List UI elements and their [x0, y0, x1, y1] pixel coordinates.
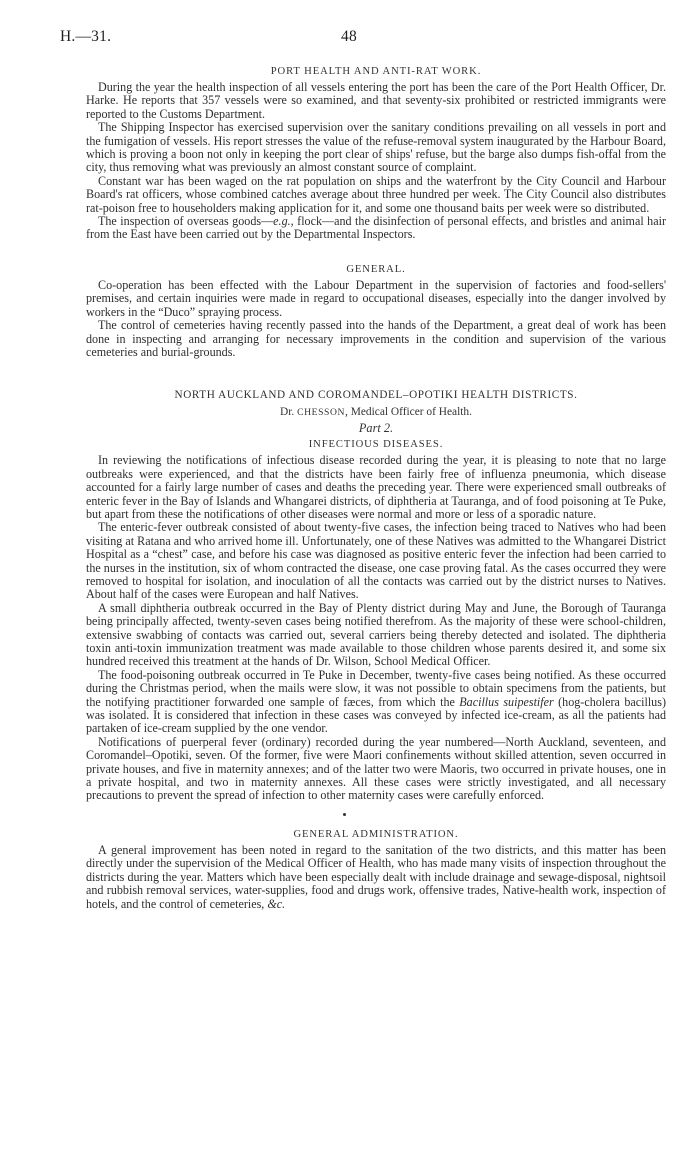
- infectious-p4-text-a: The food-poisoning outbreak occurred in Te Puke in December, twenty-five cases being notified. As these occurred during the Christmas period, when the mails were slow, it was not possible to obtain specimens from the patients, but the notifying practitioner forwarded one sample of fæces, from which the: [86, 667, 666, 709]
- officer-line: [86, 406, 666, 418]
- port-paragraph-3: Constant war has been waged on the rat population on ships and the waterfront by the City Council and Harbour Board's rat officers, whose combined catches average about three hundred per week. The City Council also distributes rat-poison free to householders making application for it, and some one thousand baits per week were so distributed.: [86, 173, 666, 215]
- heading-general: GENERAL.: [346, 263, 406, 275]
- administration-paragraph-1: [86, 844, 666, 911]
- page-number: 48: [341, 28, 357, 45]
- heading-port-health: PORT HEALTH AND ANTI-RAT WORK.: [270, 66, 482, 77]
- officer-suffix: , Medical Officer of Health.: [345, 406, 472, 419]
- administration-p1-text: A general improvement has been noted in regard to the sanitation of the two districts, and this matter has been directly under the supervision of the Medical Officer of Health, who has made many visits of inspection throughout the districts during the year. Matters which have been especially dealt with include drainage and sewage-disposal, nightsoil and rubbish removal services, water-supplies, food and drugs work, offensive trades, Native-health work, inspection of hotels, and the control of cemeteries,: [86, 842, 666, 911]
- infectious-p4-text-b: (hog-cholera bacillus) was isolated. It is considered that infection in these cases was conveyed by infected ice-cream, as all the patients had partaken of ice-cream supplied by the one vendor.: [86, 694, 666, 736]
- port-paragraph-4: [86, 215, 666, 242]
- infectious-paragraph-2: The enteric-fever outbreak consisted of about twenty-five cases, the infection being traced to Natives who had been visiting at Ratana and who arrived home ill. Unfortunately, one of these Natives was admitted to the Whangarei District Hospital as a “chest” case, and before his case was diagnosed as positive enteric fever the infection had been carried to the nurses in the institution, six of whom contracted the disease, one case proving fatal. As the cases occurred they were removed to hospital for isolation, and inoculation of all the contacts was carried out by the district nurses to Natives. About half of the cases were European and half Natives.: [86, 520, 666, 602]
- infectious-paragraph-3: A small diphtheria outbreak occurred in the Bay of Plenty district during May and June, the Borough of Tauranga being principally affected, twenty-seven cases being notified therefrom. As the majority of these were school-children, extensive swabbing of contacts was carried out, several carriers being thereby detected and isolated. The diphtheria toxin anti-toxin immunization treatment was made available to those children whose parents desired it, and some six hundred received this treatment at the hands of Dr. Wilson, School Medical Officer.: [86, 600, 666, 669]
- infectious-paragraph-4: [86, 669, 666, 736]
- report-reference: H.—31.: [60, 28, 112, 45]
- port-p4-eg: e.g.,: [273, 214, 294, 229]
- port-paragraph-1: During the year the health inspection of all vessels entering the port has been the care of the Port Health Officer, Dr. Harke. He reports that 357 vessels were so examined, and that seventy-six prohibited or restricted immigrants were reported to the Customs Department.: [86, 80, 666, 121]
- part-label: Part 2.: [358, 421, 394, 436]
- districts-title: NORTH AUCKLAND AND COROMANDEL–OPOTIKI HEALTH DISTRICTS.: [174, 389, 578, 402]
- port-paragraph-2: The Shipping Inspector has exercised supervision over the sanitary conditions prevailing on all vessels in port and the fumigation of vessels. His report stresses the value of the refuse-removal system inaugurated by the Harbour Board, which is proving a boon not only in keeping the port clear of ships' refuse, but the barge also dumps fish-offal from the city, thus removing what was previously an almost constant source of complaint.: [86, 120, 666, 175]
- administration-etc: &c.: [267, 896, 286, 911]
- bacillus-name: Bacillus suipestifer: [459, 694, 554, 709]
- heading-infectious-diseases: INFECTIOUS DISEASES.: [308, 439, 444, 451]
- body-column: [86, 66, 666, 911]
- infectious-paragraph-1: In reviewing the notifications of infectious disease recorded during the year, it is pleasing to note that no large outbreaks were experienced, and that the districts have been fairly free of influenza pneumonia, which disease accounted for a fairly large number of cases and deaths the preceding year. There were experienced small outbreaks of enteric fever in the Bay of Islands and Whangarei districts, of diphtheria at Tauranga, and of food poisoning at Te Puke, but apart from these the notifications of other diseases were normal and more or less of a sporadic nature.: [86, 453, 666, 521]
- infectious-paragraph-5: Notifications of puerperal fever (ordinary) recorded during the year numbered—North Auckland, seventeen, and Coromandel–Opotiki, seven. Of the former, five were Maori confinements without skilled attention, seven occurred in private houses, and five in maternity annexes; and of the latter two were Maoris, two occurred in private houses, one in a private hospital, and two in maternity annexes. All these cases were strictly investigated, and all necessary precautions to prevent the spread of infection to other maternity cases were carefully enforced.: [86, 734, 666, 803]
- heading-general-administration: GENERAL ADMINISTRATION.: [293, 828, 459, 840]
- officer-prefix: Dr.: [280, 406, 298, 419]
- port-p4-text-a: The inspection of overseas goods—: [98, 214, 274, 229]
- officer-name: CHESSON: [297, 407, 346, 419]
- print-speck: [343, 813, 346, 816]
- general-paragraph-2: The control of cemeteries having recently passed into the hands of the Department, a great deal of work has been done in inspecting and arranging for necessary improvements in the condition and supervision of the various cemeteries and burial-grounds.: [86, 318, 666, 359]
- general-paragraph-1: Co-operation has been effected with the Labour Department in the supervision of factories and food-sellers' premises, and certain inquiries were made in regard to occupational diseases, especially into the danger involved by workers in the “Duco” spraying process.: [86, 277, 666, 319]
- port-p4-text-b: flock—and the disinfection of personal effects, and bristles and animal hair from the East have been carried out by the Departmental Inspectors.: [86, 214, 666, 242]
